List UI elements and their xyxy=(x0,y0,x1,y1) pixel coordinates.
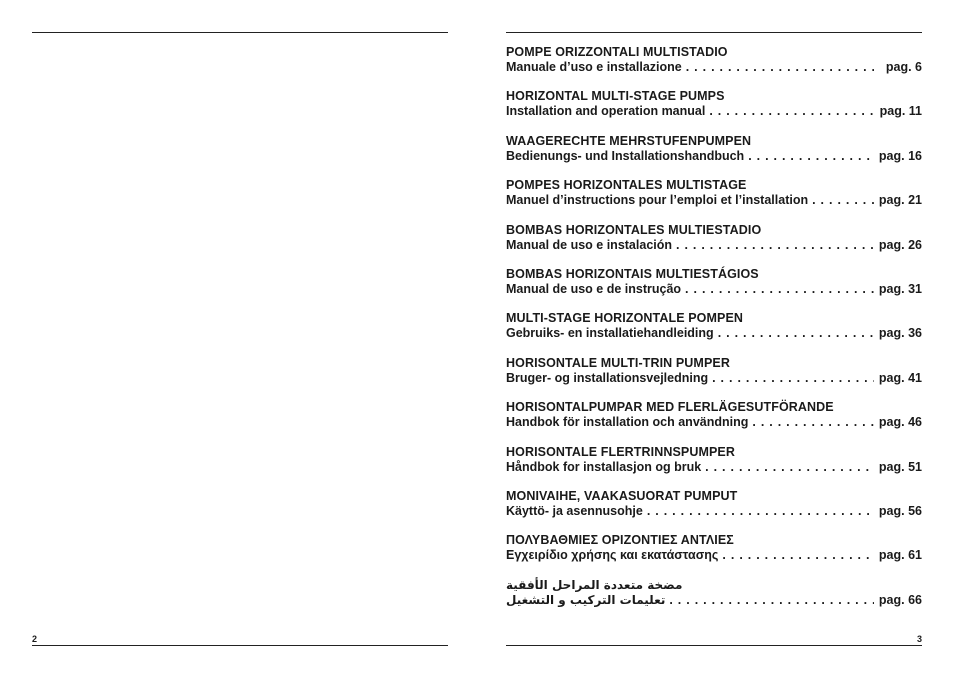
dot-leader xyxy=(681,282,874,297)
dot-leader xyxy=(682,60,874,75)
toc-entry-subtitle: تعليمات التركيب و التشغيل xyxy=(506,592,666,607)
toc-entry-page: pag. 11 xyxy=(879,104,922,119)
toc-entry[interactable] xyxy=(506,178,922,222)
toc-entry-subtitle: Manual de uso e instalación xyxy=(506,237,673,252)
dot-leader xyxy=(665,593,874,608)
right-page-top-rule xyxy=(506,32,922,33)
toc-entry-title: HORISONTALE MULTI-TRIN PUMPER xyxy=(506,355,730,370)
toc-entry[interactable] xyxy=(506,223,922,267)
toc-entry-arabic[interactable] xyxy=(506,578,922,622)
right-page-bottom-rule xyxy=(506,645,922,646)
toc-entry-line xyxy=(506,193,922,208)
toc-entry-title: MONIVAIHE, VAAKASUORAT PUMPUT xyxy=(506,488,738,503)
toc-entry-subtitle: Håndbok for installasjon og bruk xyxy=(506,459,702,474)
toc-entry-page: pag. 26 xyxy=(878,237,922,252)
toc-entry-page: pag. 36 xyxy=(878,326,922,341)
toc-entry-title: POMPES HORIZONTALES MULTISTAGE xyxy=(506,178,747,193)
toc-entry-subtitle: Manual de uso e de instrução xyxy=(506,281,682,296)
toc-entry[interactable] xyxy=(506,311,922,355)
toc-entry-title: HORISONTALPUMPAR MED FLERLÄGESUTFÖRANDE xyxy=(506,400,834,415)
toc-entry[interactable] xyxy=(506,533,922,577)
toc-entry[interactable] xyxy=(506,356,922,400)
toc-entry-subtitle: Handbok för installation och användning xyxy=(506,415,749,430)
toc-entry-title: HORISONTALE FLERTRINNSPUMPER xyxy=(506,444,735,459)
toc-entry-subtitle: Bruger- og installationsvejledning xyxy=(506,370,709,385)
toc-entry-subtitle: Bedienungs- und Installationshandbuch xyxy=(506,148,745,163)
toc-entry[interactable] xyxy=(506,400,922,444)
toc-entry[interactable] xyxy=(506,267,922,311)
toc-entry-title: ΠΟΛΥΒΑΘΜΙΕΣ ΟΡΙΖΟΝΤΙΕΣ ΑΝΤΛΙΕΣ xyxy=(506,533,734,548)
dot-leader xyxy=(708,371,874,386)
toc-entry[interactable] xyxy=(506,489,922,533)
toc-entry-page: pag. 61 xyxy=(878,548,922,563)
toc-entry-subtitle: Installation and operation manual xyxy=(506,104,706,119)
toc-entry-page: pag. 46 xyxy=(878,415,922,430)
toc-entry-subtitle: Gebruiks- en installatiehandleiding xyxy=(506,326,714,341)
toc-entry-title: HORIZONTAL MULTI-STAGE PUMPS xyxy=(506,89,725,104)
toc-entry[interactable] xyxy=(506,445,922,489)
toc-entry-page: pag. 56 xyxy=(878,503,922,518)
toc-entry-line xyxy=(506,238,922,253)
left-page-number: 2 xyxy=(32,634,38,644)
toc-entry-line xyxy=(506,371,922,386)
toc-entry-title: BOMBAS HORIZONTAIS MULTIESTÁGIOS xyxy=(506,266,759,281)
toc-entry-line xyxy=(506,149,922,164)
toc-entry-title: MULTI-STAGE HORIZONTALE POMPEN xyxy=(506,311,744,326)
toc-entry-page: pag. 16 xyxy=(878,148,922,163)
right-page-number: 3 xyxy=(916,634,922,644)
dot-leader xyxy=(808,193,874,208)
dot-leader xyxy=(705,104,874,119)
toc-entry-page: pag. 31 xyxy=(878,281,922,296)
toc-entry-page: pag. 21 xyxy=(878,193,922,208)
left-page-bottom-rule xyxy=(32,645,448,646)
dot-leader xyxy=(744,149,874,164)
dot-leader xyxy=(643,504,874,519)
table-of-contents xyxy=(506,45,922,622)
toc-entry-page: pag. 41 xyxy=(878,370,922,385)
toc-entry-page: pag. 66 xyxy=(878,592,922,607)
toc-entry[interactable] xyxy=(506,134,922,178)
toc-entry-subtitle: Käyttö- ja asennusohje xyxy=(506,503,643,518)
dot-leader xyxy=(718,548,874,563)
toc-entry-subtitle: Εγχειρίδιο χρήσης και εκατάστασης xyxy=(506,548,719,563)
toc-entry-line xyxy=(506,282,922,297)
toc-entry-page: pag. 6 xyxy=(885,60,922,74)
toc-entry-line xyxy=(506,326,922,341)
toc-entry-line xyxy=(506,593,922,608)
toc-entry-line xyxy=(506,415,922,430)
toc-entry-line xyxy=(506,460,922,475)
dot-leader xyxy=(701,460,874,475)
toc-entry-line xyxy=(506,60,922,75)
toc-entry-title: مضخة متعددة المراحل الأفقية xyxy=(506,577,683,592)
left-page-top-rule xyxy=(32,32,448,33)
toc-entry-title: POMPE ORIZZONTALI MULTISTADIO xyxy=(506,45,728,59)
dot-leader xyxy=(672,238,874,253)
toc-entry-line xyxy=(506,504,922,519)
toc-entry-title: WAAGERECHTE MEHRSTUFENPUMPEN xyxy=(506,133,752,148)
toc-entry-line xyxy=(506,104,922,119)
dot-leader xyxy=(748,415,874,430)
toc-entry-page: pag. 51 xyxy=(878,459,922,474)
toc-entry-line xyxy=(506,548,922,563)
toc-entry[interactable] xyxy=(506,45,922,89)
toc-entry-title: BOMBAS HORIZONTALES MULTIESTADIO xyxy=(506,222,762,237)
toc-entry-subtitle: Manuel d’instructions pour l’emploi et l’installation xyxy=(506,193,809,208)
dot-leader xyxy=(714,326,874,341)
toc-entry[interactable] xyxy=(506,89,922,133)
toc-entry-subtitle: Manuale d’uso e installazione xyxy=(506,60,682,74)
